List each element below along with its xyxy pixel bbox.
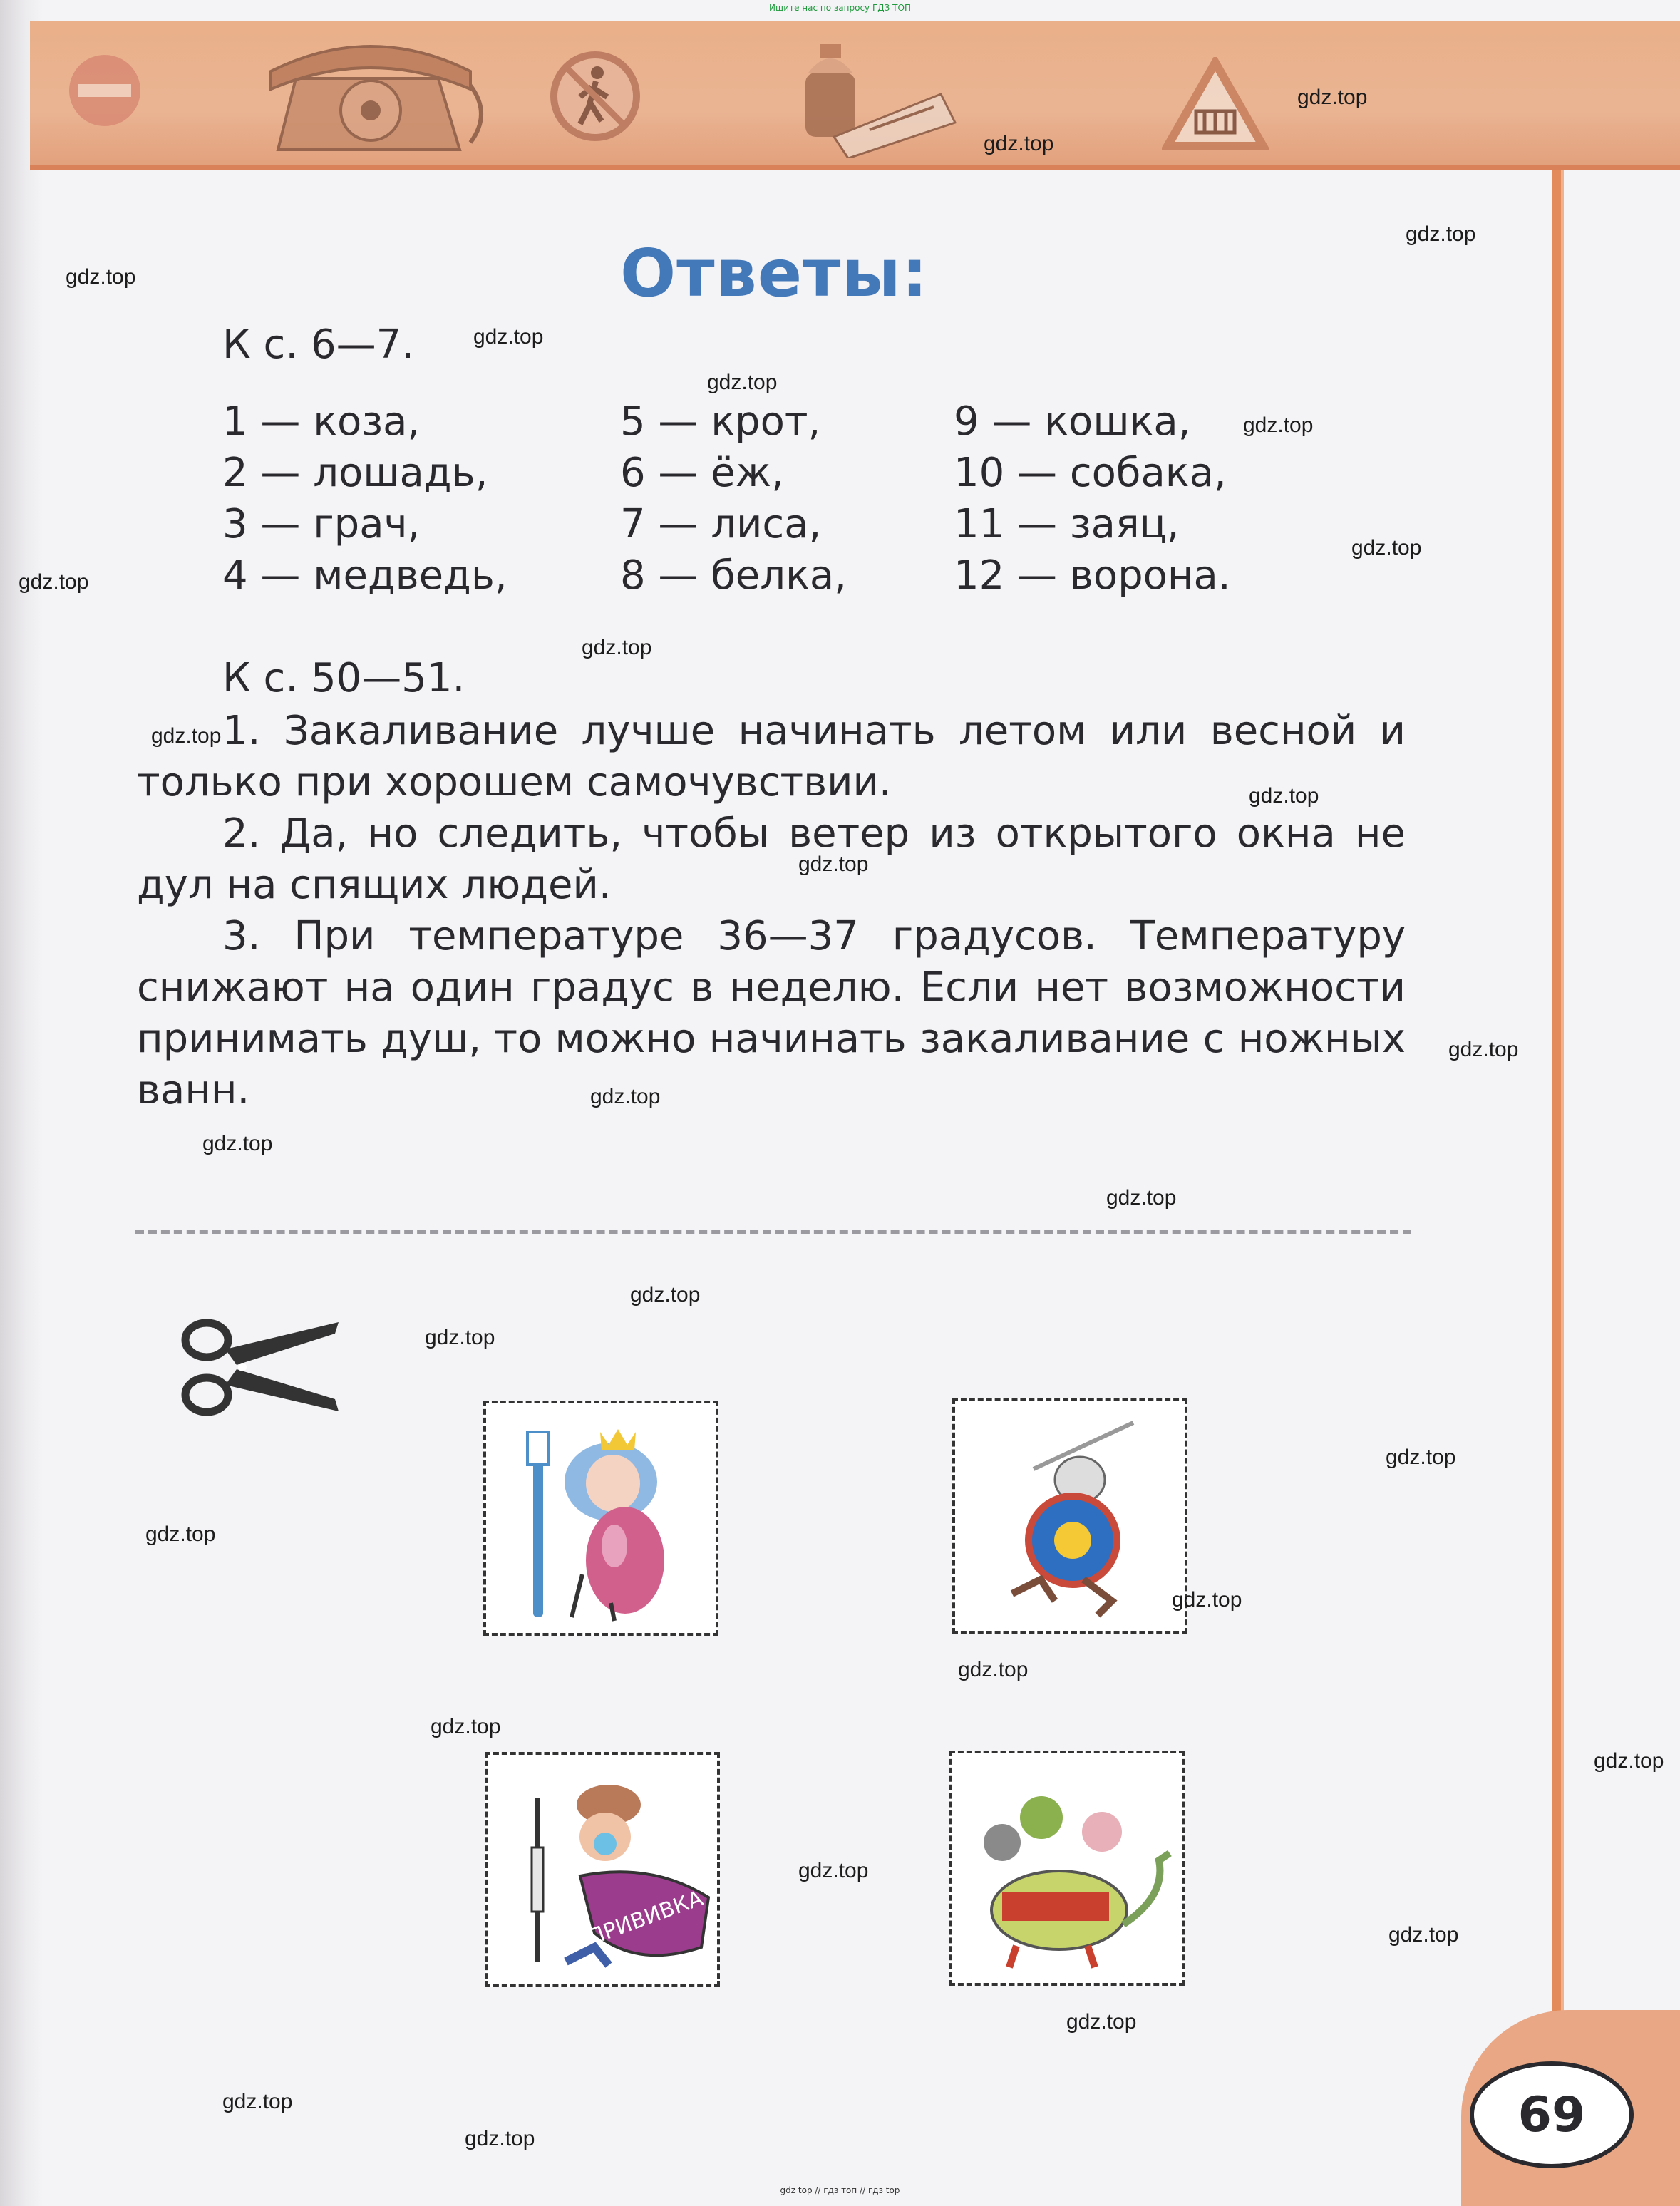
scissors-icon <box>171 1315 342 1418</box>
section1-column-1 <box>222 396 507 602</box>
no-pedestrian-icon <box>549 50 641 143</box>
answer-item: 1 — коза, <box>222 398 421 445</box>
right-margin-rule-highlight <box>1561 170 1564 2051</box>
dragon-illustration <box>952 1753 1182 1983</box>
watermark: gdz.top <box>1388 1923 1459 1947</box>
telephone-icon <box>257 29 492 157</box>
cut-out-card-three-headed-dragon <box>949 1751 1185 1986</box>
page-title: Ответы: <box>620 235 929 311</box>
watermark: gdz.top <box>202 1132 273 1155</box>
watermark: gdz.top <box>473 325 544 349</box>
section1-column-2 <box>620 396 847 602</box>
section1-column-3 <box>954 396 1231 602</box>
watermark: gdz.top <box>1172 1588 1242 1612</box>
top-banner: Ищите нас по запросу ГДЗ ТОП <box>769 3 911 13</box>
page-number: 69 <box>1517 2086 1586 2143</box>
answer-item: 8 — белка, <box>620 552 847 599</box>
watermark: gdz.top <box>798 1859 869 1882</box>
no-entry-icon <box>66 51 144 130</box>
watermark: gdz.top <box>145 1522 216 1546</box>
answer-item: 5 — крот, <box>620 398 821 445</box>
watermark: gdz.top <box>707 371 778 394</box>
section2-answer-1: 1. Закаливание лучше начинать летом или весной и только при хорошем самочувствии. <box>137 708 1406 805</box>
footer-caption: gdz top // гдз топ // гдз top <box>780 2185 900 2195</box>
section1-heading: К с. 6—7. <box>222 321 415 368</box>
watermark: gdz.top <box>984 132 1054 155</box>
answer-item: 4 — медведь, <box>222 552 507 599</box>
cut-out-card-knight-sun-shield <box>952 1398 1187 1634</box>
toothbrush-prince-illustration <box>486 1403 716 1633</box>
watermark: gdz.top <box>1243 413 1314 437</box>
watermark: gdz.top <box>1351 536 1422 560</box>
section2-answer-3: 3. При температуре 36—37 градусов. Температуру снижают на один градус в неделю. Если нет возможности принимать душ, то можно начинать закаливание с ножных ванн. <box>137 913 1406 1113</box>
watermark: gdz.top <box>431 1715 501 1738</box>
watermark: gdz.top <box>1594 1749 1664 1773</box>
watermark: gdz.top <box>19 570 89 594</box>
page-binding-shadow <box>0 0 43 2206</box>
watermark: gdz.top <box>66 265 136 289</box>
watermark: gdz.top <box>151 724 222 748</box>
watermark: gdz.top <box>1386 1445 1456 1469</box>
answer-item: 10 — собака, <box>954 450 1227 496</box>
watermark: gdz.top <box>798 852 869 876</box>
watermark: gdz.top <box>1066 2010 1137 2034</box>
answer-item: 11 — заяц, <box>954 501 1180 547</box>
watermark: gdz.top <box>465 2127 535 2150</box>
railway-crossing-icon <box>1162 57 1269 153</box>
section2-answer-2: 2. Да, но следить, чтобы ветер из открытого окна не дул на спящих людей. <box>137 810 1406 908</box>
header-band-edge <box>30 165 1680 170</box>
watermark: gdz.top <box>590 1085 661 1108</box>
knight-sun-shield-illustration <box>955 1401 1185 1631</box>
page-number-oval <box>1470 2061 1634 2168</box>
answer-item: 2 — лошадь, <box>222 450 488 496</box>
watermark: gdz.top <box>958 1658 1029 1681</box>
watermark: gdz.top <box>1297 86 1368 109</box>
answer-item: 9 — кошка, <box>954 398 1191 445</box>
vaccination-shield-label: ПРИВИВКА <box>584 1885 706 1951</box>
watermark: gdz.top <box>1448 1038 1519 1061</box>
cut-out-card-vaccination-knight <box>485 1752 720 1987</box>
section2-heading: К с. 50—51. <box>222 655 465 701</box>
watermark: gdz.top <box>1406 222 1476 246</box>
watermark: gdz.top <box>222 2090 293 2113</box>
answer-item: 7 — лиса, <box>620 501 822 547</box>
cut-dashed-line <box>135 1230 1411 1234</box>
answer-item: 12 — ворона. <box>954 552 1231 599</box>
watermark: gdz.top <box>425 1326 495 1349</box>
cut-out-card-toothbrush-prince <box>483 1401 718 1636</box>
answer-item: 3 — грач, <box>222 501 421 547</box>
vaccination-knight-illustration <box>488 1755 717 1984</box>
jar-and-newspaper-icon <box>791 30 962 158</box>
watermark: gdz.top <box>1249 784 1319 808</box>
right-margin-rule <box>1552 170 1561 2051</box>
watermark: gdz.top <box>582 636 652 659</box>
watermark: gdz.top <box>1106 1186 1177 1210</box>
watermark: gdz.top <box>630 1283 701 1306</box>
answer-item: 6 — ёж, <box>620 450 784 496</box>
